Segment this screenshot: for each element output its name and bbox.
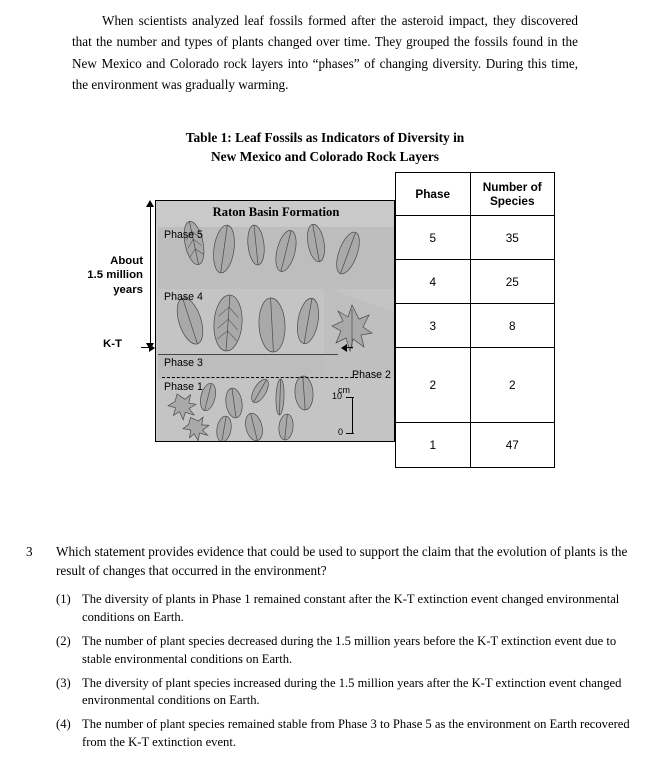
diagram-label-phase5: Phase 5: [164, 229, 203, 241]
choice-text-4: The number of plant species remained stable from Phase 3 to Phase 5 as the environment on Earth recovered from the K-T extinction event.: [82, 717, 630, 750]
choice-marker-4: (4): [56, 717, 71, 732]
table-caption-line2: New Mexico and Colorado Rock Layers: [211, 149, 439, 165]
time-span-axis: [145, 200, 155, 350]
table-body: [396, 216, 555, 468]
cell-species: 47: [470, 423, 555, 468]
column-header-phase: Phase: [396, 173, 471, 216]
phase3-boundary-line: [158, 354, 338, 355]
table-header-row: [396, 173, 555, 216]
cell-phase: 1: [396, 423, 471, 468]
column-header-species: [470, 173, 555, 216]
answer-choice-1[interactable]: [56, 591, 636, 627]
kt-arrow-icon: [141, 344, 155, 352]
cm-tick-top: [346, 397, 354, 398]
choice-marker-1: (1): [56, 592, 71, 606]
choice-text-3: The diversity of plant species increased during the 1.5 million years after the K-T extinction event changed environmental conditions on Earth.: [82, 675, 622, 708]
cell-phase: 2: [396, 348, 471, 423]
table-row: [396, 216, 555, 260]
raton-basin-diagram: [155, 200, 395, 442]
diagram-label-phase3: Phase 3: [164, 357, 203, 369]
axis-line: [150, 206, 151, 344]
table-row: [396, 423, 555, 468]
cell-species: 25: [470, 260, 555, 304]
cell-phase: 4: [396, 260, 471, 304]
cell-species: 8: [470, 304, 555, 348]
table-caption: [105, 128, 545, 167]
table-row: [396, 348, 555, 423]
kt-boundary-label: K-T: [103, 338, 122, 350]
answer-choice-2[interactable]: [56, 633, 636, 669]
answer-choice-4[interactable]: [56, 716, 636, 752]
diagram-label-phase1: Phase 1: [164, 381, 203, 393]
time-span-label: [65, 254, 143, 297]
time-span-line1: About: [110, 255, 143, 267]
cell-species: 35: [470, 216, 555, 260]
cm-tick-bottom: [346, 433, 354, 434]
time-span-line3: years: [113, 283, 143, 296]
cm-axis-line: [352, 397, 353, 433]
cell-species: 2: [470, 348, 555, 423]
choice-marker-2: (2): [56, 633, 71, 648]
diversity-data-table: [395, 172, 555, 468]
time-span-line2: 1.5 million: [87, 269, 143, 282]
diagram-title: Raton Basin Formation: [212, 205, 340, 219]
answer-choice-3[interactable]: [56, 675, 636, 711]
intro-paragraph: When scientists analyzed leaf fossils formed after the asteroid impact, they discovered that the number and types of plants changed over time. They grouped the fossils found in the New Mexico and Colorado rock layers into “phases” of changing diversity. During this time, the environment was gradually warming.: [72, 13, 578, 93]
column-header-species-line1: Number of: [482, 179, 542, 194]
question-number: 3: [26, 544, 33, 559]
cell-phase: 3: [396, 304, 471, 348]
table-caption-line1: Table 1: Leaf Fossils as Indicators of Diversity in: [185, 130, 465, 145]
kt-boundary-line: [162, 377, 358, 378]
choice-text-2: The number of plant species decreased during the 1.5 million years before the K-T extinction event due to stable environmental conditions on Earth.: [82, 633, 617, 666]
diagram-label-phase2: Phase 2: [352, 369, 391, 381]
cm-value-10: 10: [332, 391, 343, 401]
table-row: [396, 260, 555, 304]
cm-scale: [332, 387, 366, 441]
cm-value-0: 0: [338, 427, 344, 437]
choice-text-1: The diversity of plants in Phase 1 remained constant after the K-T extinction event changed environmental conditions on Earth.: [82, 592, 620, 624]
phase2-arrow-icon: [341, 344, 353, 352]
cm-unit-label: cm: [338, 385, 350, 395]
figure-block: [87, 172, 555, 452]
table-row: [396, 304, 555, 348]
cell-phase: 5: [396, 216, 471, 260]
diagram-label-phase4: Phase 4: [164, 291, 203, 303]
choice-marker-3: (3): [56, 675, 71, 690]
column-header-species-line2: Species: [489, 194, 535, 208]
table-header: [396, 173, 555, 216]
answer-choices: [56, 591, 636, 758]
question-text: Which statement provides evidence that could be used to support the claim that the evolution of plants is the result of changes that occurred in the environment?: [56, 544, 628, 579]
